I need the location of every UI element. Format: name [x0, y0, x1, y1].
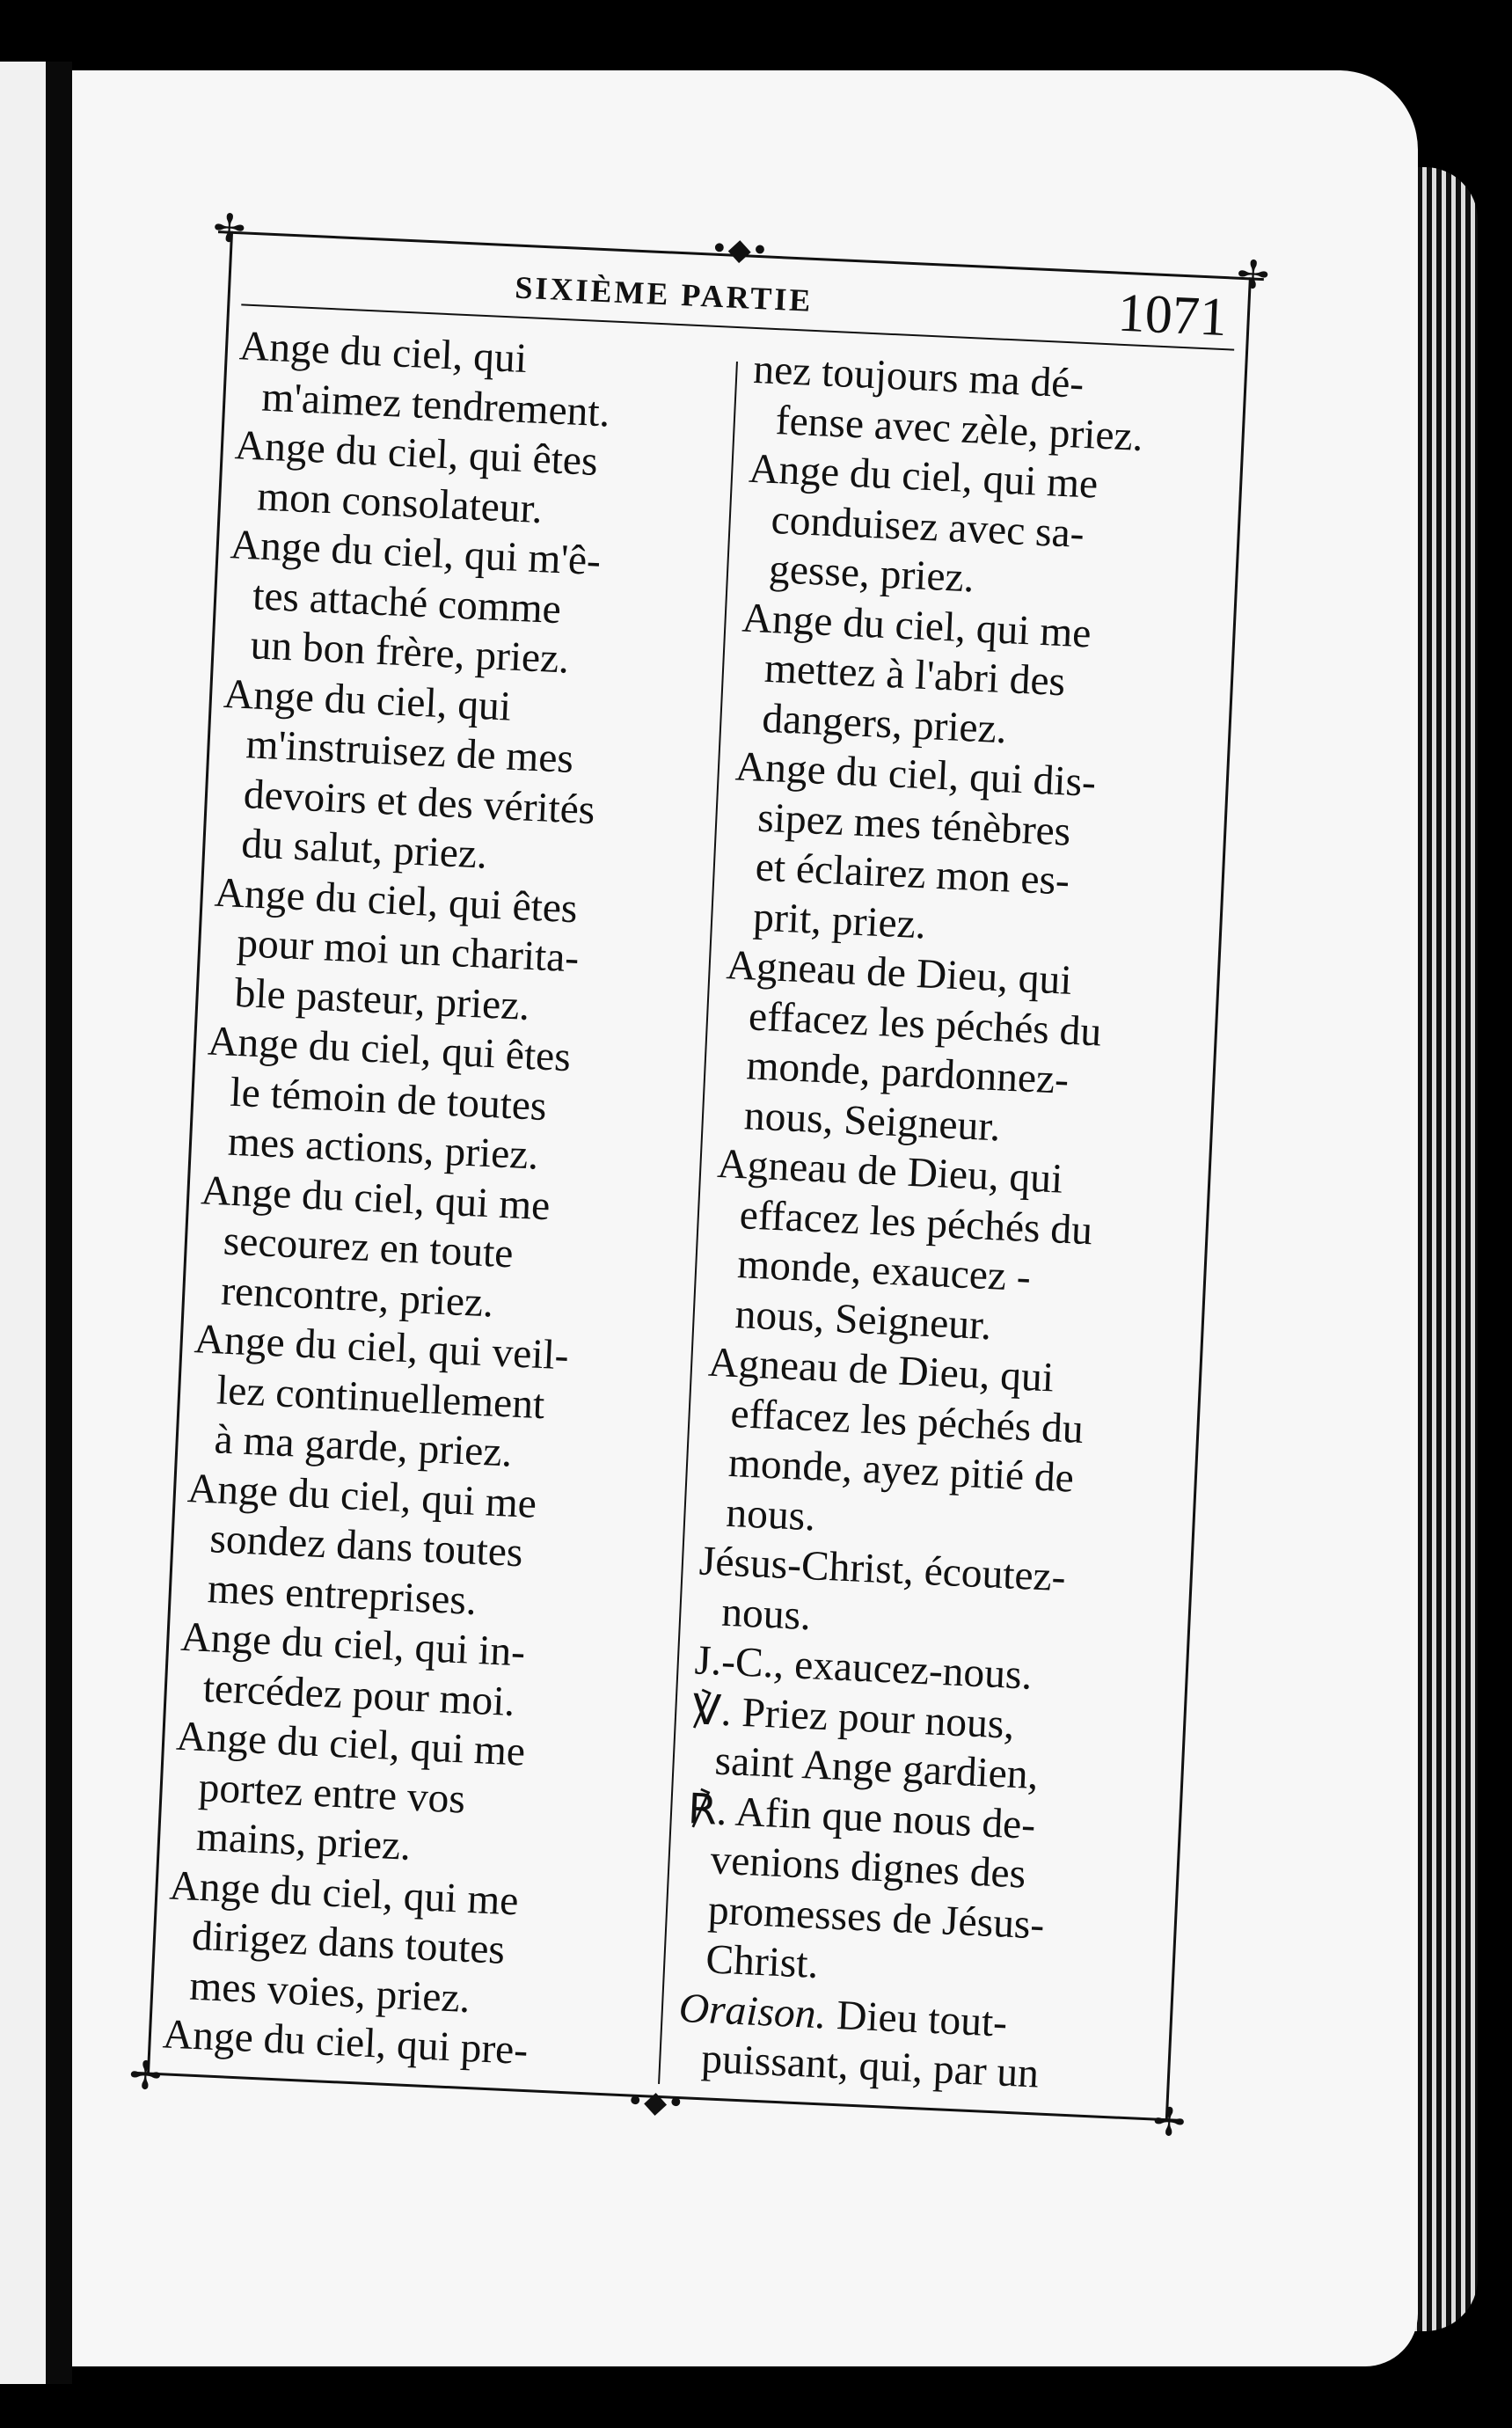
oraison-label: Oraison. [677, 1985, 828, 2038]
text-line: nous. [720, 1589, 813, 1639]
text-line: gesse, priez. [768, 545, 975, 602]
text-line: fense avec zèle, priez. [774, 397, 1144, 460]
oraison-paragraph [676, 1983, 1177, 2105]
litany-entry [171, 1712, 674, 1883]
litany-entry [215, 669, 721, 889]
text-line: mes entreprises. [206, 1565, 478, 1624]
text-line: ℣. Priez pour nous, [691, 1686, 1016, 1748]
text-line: secourez en toute [222, 1218, 515, 1277]
text-line: Ange du ciel, qui [223, 670, 513, 730]
text-line: mes voies, priez. [188, 1963, 471, 2022]
text-line: mon consolateur. [256, 472, 544, 532]
text-line: Ange du ciel, qui êtes [207, 1018, 572, 1081]
text-line: Ange du ciel, qui êtes [213, 869, 579, 932]
text-line: un bon frère, priez. [249, 622, 571, 683]
text-line: sondez dans toutes [208, 1516, 524, 1576]
litany-entry [727, 742, 1233, 962]
text-line: du salut, priez. [240, 821, 489, 878]
text-line: Ange du ciel, qui êtes [233, 422, 599, 485]
litany-entry [189, 1314, 692, 1486]
page-number: 1071 [1116, 282, 1229, 348]
text-line: sipez mes ténèbres [756, 794, 1072, 855]
text-line: dirigez dans toutes [190, 1912, 507, 1973]
right-column [676, 345, 1251, 2105]
text-line: devoirs et des vérités [242, 771, 596, 833]
text-line: portez entre vos [197, 1764, 467, 1823]
corner-ornament-icon: ✢ [1235, 252, 1271, 299]
oraison-line: puissant, qui, par un [700, 2036, 1041, 2097]
text-line: mains, priez. [195, 1813, 413, 1869]
text-line: nous, Seigneur. [742, 1092, 1002, 1150]
text-line: prit, priez. [752, 894, 927, 947]
text-line: effacez les péchés du [748, 992, 1103, 1056]
text-line: nez toujours ma dé- [752, 346, 1085, 407]
text-line: lez continuellement [215, 1366, 546, 1428]
text-line: Ange du ciel, qui dis- [734, 743, 1098, 806]
text-line: Ange du ciel, qui in- [179, 1613, 527, 1676]
litany-entry [736, 593, 1239, 764]
corner-ornament-icon: ✢ [128, 2052, 163, 2100]
text-line: venions dignes des [709, 1837, 1027, 1898]
text-line: Ange du ciel, qui [238, 323, 529, 383]
oraison-text: Dieu tout- [825, 1992, 1009, 2046]
text-line: Ange du ciel, qui me [748, 445, 1099, 508]
text-line: effacez les péchés du [729, 1390, 1085, 1452]
text-line: à ma garde, priez. [213, 1416, 514, 1476]
rule-ornament-icon: •◆• [709, 230, 770, 269]
text-line: mes actions, priez. [226, 1118, 540, 1179]
text-line: m'aimez tendrement. [260, 374, 611, 435]
text-line: tes attaché comme [252, 572, 562, 633]
text-line: m'instruisez de mes [245, 721, 575, 782]
left-column [162, 321, 737, 2081]
litany-entry [202, 1017, 705, 1188]
text-line: monde, exaucez - [736, 1241, 1032, 1301]
text-line: Ange du ciel, qui me [175, 1713, 527, 1775]
litany-entry [164, 1861, 667, 2032]
section-title: SIXIÈME PARTIE [514, 269, 814, 318]
litany-entry [209, 867, 712, 1039]
text-line: Agneau de Dieu, qui [725, 942, 1073, 1004]
page-stack-edge [1407, 167, 1478, 2331]
text-line: saint Ange gardien, [713, 1737, 1040, 1799]
litany-entry [743, 444, 1246, 616]
text-line: Agneau de Dieu, qui [716, 1140, 1064, 1203]
rule-ornament-icon: •◆• [625, 2083, 686, 2122]
corner-ornament-icon: ✢ [1151, 2099, 1187, 2146]
corner-ornament-icon: ✢ [212, 205, 247, 252]
litany-entry [710, 1139, 1216, 1360]
text-line: Ange du ciel, qui veil- [193, 1316, 570, 1379]
text-line: monde, ayez pitié de [727, 1439, 1075, 1502]
text-line: mettez à l'abri des [763, 645, 1067, 706]
text-line: rencontre, priez. [220, 1268, 495, 1327]
text-line: et éclairez mon es- [754, 844, 1071, 904]
litany-entry [225, 520, 728, 691]
text-line: monde, pardonnez- [745, 1042, 1070, 1103]
litany-entry [195, 1166, 698, 1337]
text-line: pour moi un charita- [236, 919, 581, 982]
litany-entry [680, 1785, 1186, 2006]
litany-entry [182, 1464, 685, 1635]
text-line: nous, Seigneur. [734, 1291, 993, 1349]
text-line: le témoin de toutes [229, 1069, 548, 1130]
litany-entry [700, 1338, 1206, 1559]
text-line: promesses de Jésus- [706, 1886, 1046, 1949]
text-line: Jésus-Christ, écoutez- [698, 1538, 1067, 1601]
left-page-edge [0, 62, 46, 2384]
text-line: nous. [725, 1489, 817, 1539]
text-line: dangers, priez. [761, 695, 1008, 752]
text-line: tercédez pour moi. [201, 1664, 516, 1725]
text-line: J.-C., exaucez-nous. [693, 1637, 1034, 1699]
text-line: Ange du ciel, qui me [168, 1862, 520, 1924]
text-line: Ange du ciel, qui me [741, 595, 1092, 657]
text-line: Ange du ciel, qui pre- [161, 2011, 530, 2074]
text-line: Agneau de Dieu, qui [707, 1339, 1055, 1401]
text-line: effacez les péchés du [738, 1191, 1094, 1254]
text-line: Christ. [705, 1936, 820, 1988]
book-binding [46, 62, 72, 2384]
text-line: Ange du ciel, qui me [186, 1465, 538, 1527]
text-line: ℟. Afin que nous de- [687, 1786, 1037, 1848]
text-line: ble pasteur, priez. [233, 969, 531, 1029]
text-line: Ange du ciel, qui m'ê- [229, 522, 603, 585]
text-frame [128, 205, 1271, 2146]
litany-entry [719, 940, 1224, 1161]
text-line: conduisez avec sa- [770, 496, 1085, 557]
text-line: Ange du ciel, qui me [200, 1166, 551, 1229]
